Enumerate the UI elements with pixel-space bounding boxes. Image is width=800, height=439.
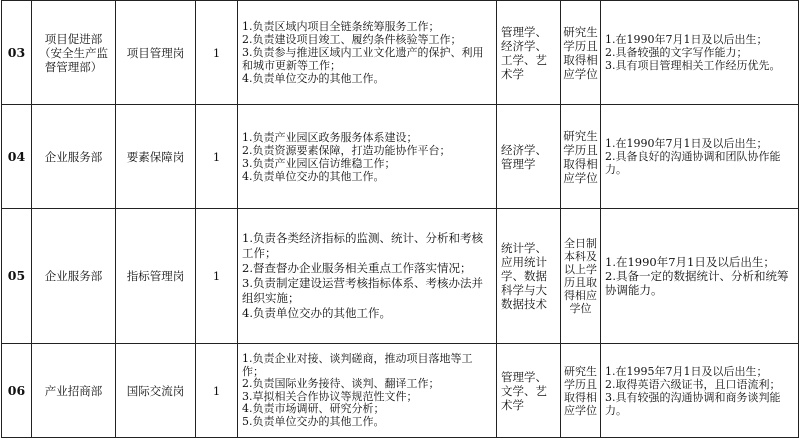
duty-item: 1.负责各类经济指标的监测、统计、分析和考核工作； [242,231,483,260]
duty-item: 2.督查督办企业服务相关重点工作落实情况； [242,261,472,275]
department-cell: 项目促进部（安全生产监督管理部） [32,1,116,105]
education-cell: 研究生学历且取得相应学位 [561,105,601,209]
duties-cell [238,344,497,438]
count-cell: 1 [196,105,238,209]
row-number: 06 [2,344,32,438]
duty-item: 3.草拟相关合作协议等规范性文件； [242,389,418,403]
major-cell: 统计学、应用统计学、数据科学与大数据技术 [497,209,561,344]
duty-item: 1.负责区域内项目全链条统筹服务工作； [242,20,440,33]
conditions-cell [601,105,799,209]
major-cell: 经济学、管理学 [497,105,561,209]
conditions-cell [601,344,799,438]
duty-item: 2.负责建设项目竣工、履约条件核验等工作； [242,33,462,46]
duties-cell [238,209,497,344]
post-cell: 项目管理岗 [116,1,196,105]
post-cell: 要素保障岗 [116,105,196,209]
post-cell: 指标管理岗 [116,209,196,344]
condition-item: 2.取得英语六级证书，且口语流利； [605,377,781,391]
duty-item: 3.负责产业园区信访维稳工作； [242,156,396,170]
table-row [2,209,799,344]
conditions-cell [601,1,799,105]
duty-item: 3.负责制定建设运营考核指标体系、考核办法并组织实施； [242,276,483,305]
condition-item: 2.具备良好的沟通协调和团队协作能力。 [605,150,781,176]
condition-item: 2.具备较强的文字写作能力； [605,46,748,59]
conditions-cell [601,209,799,344]
duty-item: 2.负责资源要素保障，打造功能协作平台； [242,143,451,157]
duty-item: 1.负责产业园区政务服务体系建设； [242,130,418,144]
condition-item: 1.在1995年7月1日及以后出生； [605,364,768,378]
row-number: 05 [2,209,32,344]
education-cell: 研究生学历且取得相应学位 [561,1,601,105]
row-number: 04 [2,105,32,209]
department-cell: 企业服务部 [32,209,116,344]
duty-item: 4.负责市场调研、研究分析； [242,402,385,415]
count-cell: 1 [196,1,238,105]
count-cell: 1 [196,344,238,438]
condition-item: 1.在1990年7月1日及以后出生； [605,33,768,46]
education-cell: 研究生学历且取得相应学位 [561,344,601,438]
major-cell: 管理学、文学、艺术学 [497,344,561,438]
table-row [2,344,799,438]
condition-item: 2.具备一定的数据统计、分析和统筹协调能力。 [605,269,789,297]
department-cell: 产业招商部 [32,344,116,438]
duty-item: 1.负责企业对接、谈判磋商，推动项目落地等工作； [242,352,473,378]
condition-item: 1.在1990年7月1日及以后出生； [605,255,775,269]
duty-item: 5.负责单位交办的其他工作。 [242,414,385,428]
department-cell: 企业服务部 [32,105,116,209]
recruitment-table [1,0,799,438]
condition-item: 3.具有项目管理相关工作经历优先。 [605,59,781,72]
duties-cell [238,105,497,209]
duties-cell [238,1,497,105]
row-number: 03 [2,1,32,105]
table-row [2,1,799,105]
education-cell: 全日制本科及以上学历且取得相应学位 [561,209,601,344]
duty-item: 4.负责单位交办的其他工作。 [242,169,385,183]
table-row [2,105,799,209]
post-cell: 国际交流岗 [116,344,196,438]
duty-item: 2.负责国际业务接待、谈判、翻译工作； [242,377,440,390]
duty-item: 4.负责单位交办的其他工作。 [242,306,391,320]
duty-item: 4.负责单位交办的其他工作。 [242,72,385,85]
major-cell: 管理学、经济学、工学、艺术学 [497,1,561,105]
count-cell: 1 [196,209,238,344]
duty-item: 3.负责参与推进区域内工业文化遗产的保护、利用和城市更新等工作； [242,46,484,72]
condition-item: 1.在1990年7月1日及以后出生； [605,137,768,150]
condition-item: 3.具有较强的沟通协调和商务谈判能力。 [605,390,781,417]
